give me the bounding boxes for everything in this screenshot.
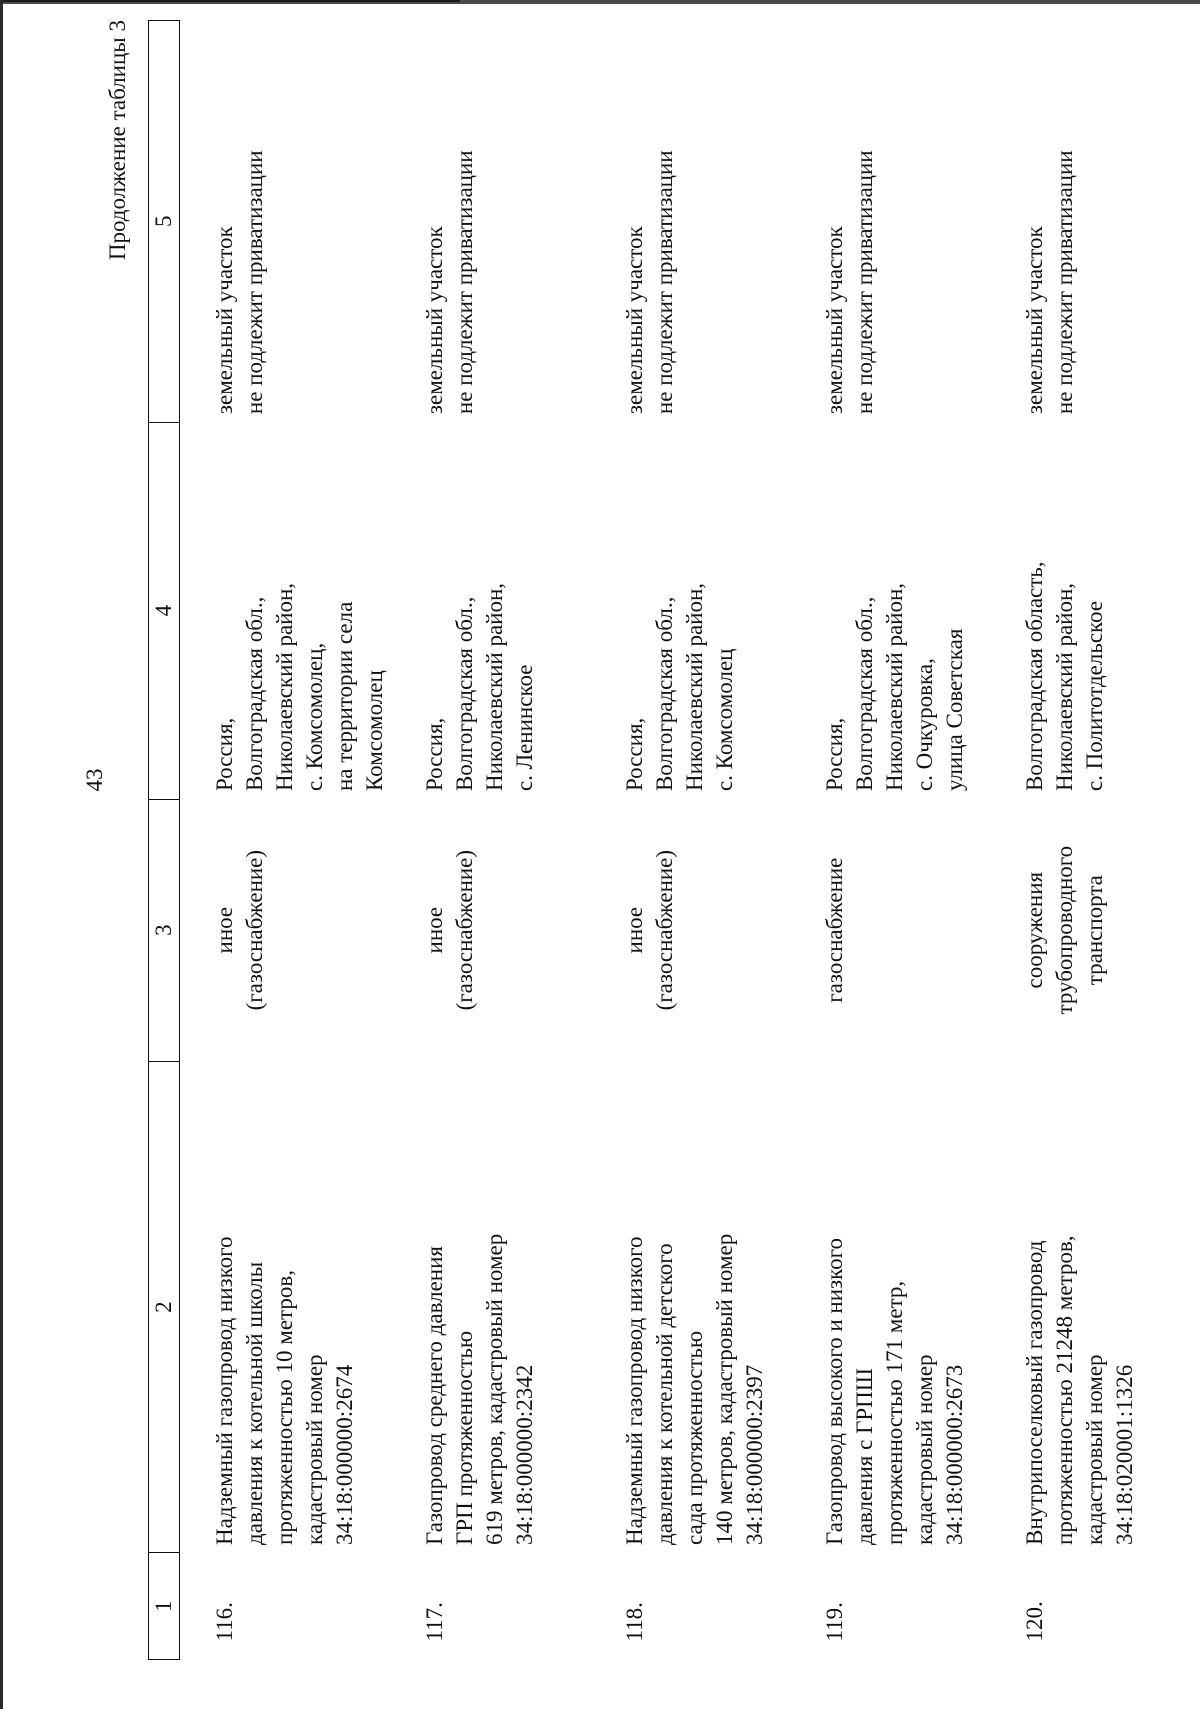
address-line: с. Комсомолец (712, 648, 737, 792)
object-name-line: 34:18:000000:2397 (742, 1364, 767, 1545)
object-name-line: протяженностью 171 метр, (882, 1280, 907, 1545)
document-page (70, 20, 1150, 1660)
page-number: 43 (82, 768, 107, 792)
address-line: Волгоградская обл., (652, 596, 677, 792)
note-line: не подлежит приватизации (852, 150, 877, 415)
header-col-3: 3 (149, 799, 180, 1061)
object-type-cell (990, 799, 1190, 1061)
header-col-4: 4 (149, 422, 180, 799)
note-line: земельный участок (822, 226, 847, 415)
table-row (790, 21, 990, 1660)
object-type-line: иное (212, 906, 237, 954)
table-row (590, 21, 790, 1660)
object-name-line: 34:18:020001:1326 (1112, 1364, 1137, 1545)
row-number: 118. (622, 1602, 647, 1642)
row-number: 117. (422, 1602, 447, 1642)
address-line: Россия, (422, 717, 447, 792)
row-number: 116. (212, 1602, 237, 1642)
object-name-line: кадастровый номер (1082, 1354, 1107, 1545)
object-name-line: кадастровый номер (912, 1354, 937, 1545)
object-type-line: (газоснабжение) (242, 849, 267, 1011)
row-number: 119. (822, 1602, 847, 1642)
header-col-2: 2 (149, 1061, 180, 1553)
note-cell (590, 21, 790, 423)
address-cell (390, 422, 590, 799)
object-name-cell (390, 1061, 590, 1553)
note-cell (390, 21, 590, 423)
address-line: Волгоградская обл., (242, 596, 267, 792)
object-type-line: транспорта (1082, 875, 1107, 986)
address-line: Волгоградская область, (1022, 561, 1047, 792)
object-name-cell (180, 1061, 391, 1553)
object-name-line: кадастровый номер (302, 1354, 327, 1545)
address-line: Комсомолец (362, 670, 387, 792)
address-line: с. Комсомолец, (302, 642, 327, 792)
object-name-line: 140 метров, кадастровый номер (712, 1233, 737, 1545)
address-line: с. Ленинское (512, 664, 537, 792)
address-line: с. Политотдельское (1082, 600, 1107, 792)
address-line: Россия, (212, 717, 237, 792)
object-name-line: 34:18:000000:2673 (942, 1364, 967, 1545)
object-name-line: сада протяженностью (682, 1330, 707, 1545)
object-name-line: ГРП протяженностью (452, 1330, 477, 1545)
object-name-cell (790, 1061, 990, 1553)
object-name-line: давления к котельной школы (242, 1261, 267, 1545)
address-line: Волгоградская обл., (852, 596, 877, 792)
object-type-cell (590, 799, 790, 1061)
scan-edge-top-dark (0, 0, 460, 2)
header-row (149, 21, 180, 1660)
object-name-line: Газопровод среднего давления (422, 1245, 447, 1545)
object-name-line: Внутрипоселковый газопровод (1022, 1240, 1047, 1545)
object-type-cell (790, 799, 990, 1061)
object-type-line: сооружения (1022, 871, 1047, 989)
object-type-line: (газоснабжение) (452, 849, 477, 1011)
address-cell (790, 422, 990, 799)
object-type-line: газоснабжение (822, 857, 847, 1003)
address-line: Николаевский район, (882, 582, 907, 792)
note-line: не подлежит приватизации (1052, 150, 1077, 415)
object-name-line: Надземный газопровод низкого (212, 1236, 237, 1545)
address-line: Николаевский район, (1052, 582, 1077, 792)
note-cell (990, 21, 1190, 423)
property-table (148, 20, 1190, 1660)
object-type-line: иное (622, 906, 647, 954)
address-cell (590, 422, 790, 799)
address-cell (990, 422, 1190, 799)
address-line: Николаевский район, (272, 582, 297, 792)
note-line: не подлежит приватизации (452, 150, 477, 415)
address-line: Волгоградская обл., (452, 596, 477, 792)
object-name-line: Газопровод высокого и низкого (822, 1238, 847, 1545)
address-line: Россия, (622, 717, 647, 792)
address-line: Николаевский район, (682, 582, 707, 792)
object-type-cell (180, 799, 391, 1061)
table-row (180, 21, 391, 1660)
object-name-line: протяженностью 10 метров, (272, 1270, 297, 1545)
object-name-line: давления к котельной детского (652, 1243, 677, 1545)
scan-edge-left (0, 0, 3, 1709)
object-type-line: иное (422, 906, 447, 954)
note-line: земельный участок (212, 226, 237, 415)
object-name-line: 619 метров, кадастровый номер (482, 1233, 507, 1545)
table-row (390, 21, 590, 1660)
note-line: земельный участок (422, 226, 447, 415)
object-name-line: протяженностью 21248 метров, (1052, 1235, 1077, 1545)
object-type-line: трубопроводного (1052, 845, 1077, 1015)
object-name-cell (590, 1061, 790, 1553)
object-type-line: (газоснабжение) (652, 849, 677, 1011)
object-name-line: 34:18:000000:2674 (332, 1364, 357, 1545)
table-row (990, 21, 1190, 1660)
object-type-cell (390, 799, 590, 1061)
object-name-line: давления с ГРПШ (852, 1368, 877, 1545)
address-line: Николаевский район, (482, 582, 507, 792)
row-number: 120. (1022, 1601, 1047, 1642)
object-name-cell (990, 1061, 1190, 1553)
table-caption: Продолжение таблицы 3 (105, 20, 130, 261)
address-line: с. Очкуровка, (912, 658, 937, 792)
address-line: на территории села (332, 601, 357, 792)
note-line: не подлежит приватизации (242, 150, 267, 415)
object-name-line: 34:18:000000:2342 (512, 1364, 537, 1545)
note-line: не подлежит приватизации (652, 150, 677, 415)
note-cell (180, 21, 391, 423)
header-col-1: 1 (149, 1553, 180, 1660)
object-name-line: Надземный газопровод низкого (622, 1236, 647, 1545)
note-line: земельный участок (1022, 226, 1047, 415)
note-cell (790, 21, 990, 423)
address-line: улица Советская (942, 628, 967, 792)
address-line: Россия, (822, 717, 847, 792)
header-col-5: 5 (149, 21, 180, 423)
note-line: земельный участок (622, 226, 647, 415)
address-cell (180, 422, 391, 799)
